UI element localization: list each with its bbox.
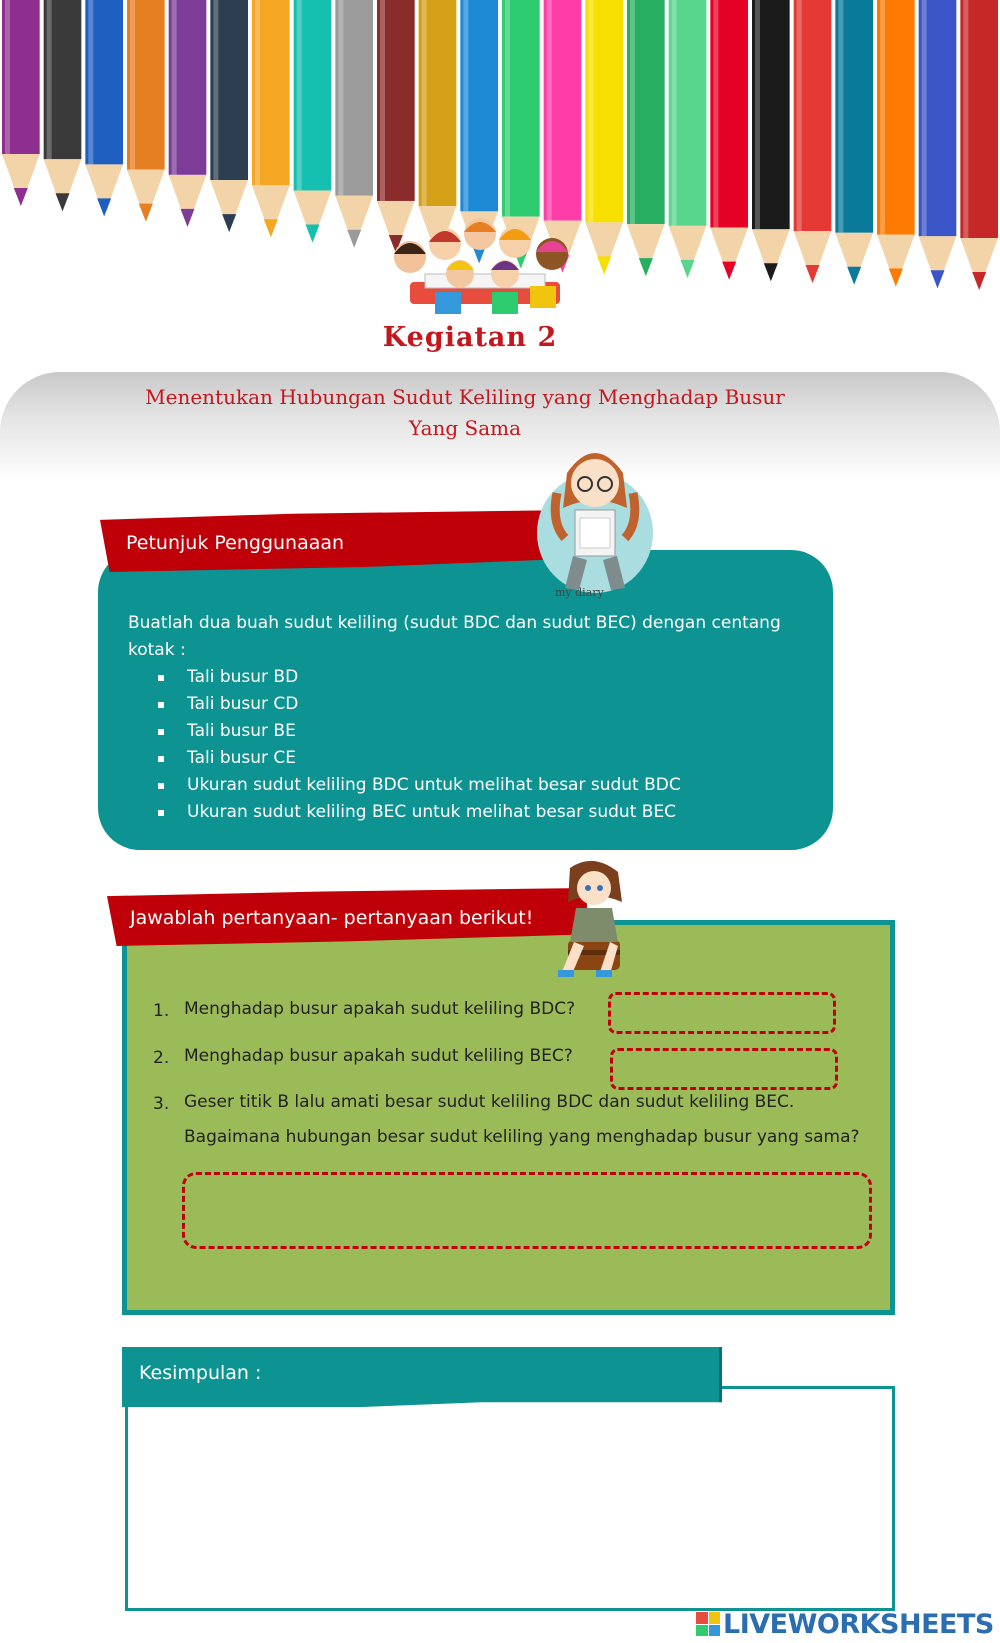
question-number: 2. (153, 1048, 170, 1068)
pencil (627, 0, 665, 276)
question-number: 3. (153, 1094, 170, 1114)
pencil (169, 0, 207, 227)
pencil (835, 0, 873, 285)
pencil (127, 0, 165, 222)
pencil (252, 0, 290, 237)
pencil (919, 0, 957, 288)
reading-children-illustration (380, 212, 585, 322)
girl-sitting-on-chest-illustration (548, 860, 638, 980)
answer-3-field[interactable] (182, 1172, 872, 1249)
pencil (335, 0, 373, 248)
instructions-banner-label: Petunjuk Penggunaaan (126, 532, 345, 554)
question-text: Menghadap busur apakah sudut keliling BDC? (184, 999, 576, 1019)
answer-1-field[interactable] (608, 992, 836, 1034)
pencil (752, 0, 790, 281)
activity-subtitle: Menentukan Hubungan Sudut Keliling yang Menghadap Busur Yang Sama (145, 385, 785, 440)
liveworksheets-logo-icon (696, 1612, 720, 1636)
question-text: Menghadap busur apakah sudut keliling BEC? (184, 1046, 573, 1066)
list-item: Tali busur CE (155, 745, 775, 772)
list-item: Ukuran sudut keliling BDC untuk melihat besar sudut BDC (155, 772, 775, 799)
pencil (710, 0, 748, 280)
question-number: 1. (153, 1001, 170, 1021)
conclusion-label: Kesimpulan : (139, 1362, 262, 1384)
conclusion-answer-field[interactable] (125, 1386, 895, 1611)
list-item: Tali busur CD (155, 691, 775, 718)
pencil (2, 0, 40, 206)
pencil (794, 0, 832, 283)
pencil (585, 0, 623, 274)
pencil (877, 0, 915, 287)
pencil (294, 0, 332, 243)
pencil (960, 0, 998, 290)
list-item: Ukuran sudut keliling BEC untuk melihat besar sudut BEC (155, 799, 775, 826)
liveworksheets-watermark (696, 1608, 994, 1640)
pencil (669, 0, 707, 278)
girl-reading-diary-illustration (535, 438, 660, 608)
instructions-list (155, 664, 775, 826)
instructions-intro: Buatlah dua buah sudut keliling (sudut BDC dan sudut BEC) dengan centang kotak : (128, 613, 781, 660)
question-text: Geser titik B lalu amati besar sudut keliling BDC dan sudut keliling BEC. Bagaimana hubungan besar sudut keliling yang menghadap busur yang sama? (184, 1092, 860, 1147)
svg-text:my diary: my diary (555, 586, 604, 599)
list-item: Tali busur BD (155, 664, 775, 691)
watermark-text: LIVEWORKSHEETS (723, 1608, 994, 1640)
pencil (44, 0, 82, 211)
pencil (210, 0, 248, 232)
activity-title: Kegiatan 2 (382, 322, 558, 353)
pencil (85, 0, 123, 216)
questions-banner-label: Jawablah pertanyaan- pertanyaan berikut! (130, 907, 534, 929)
answer-2-field[interactable] (610, 1048, 838, 1090)
list-item: Tali busur BE (155, 718, 775, 745)
